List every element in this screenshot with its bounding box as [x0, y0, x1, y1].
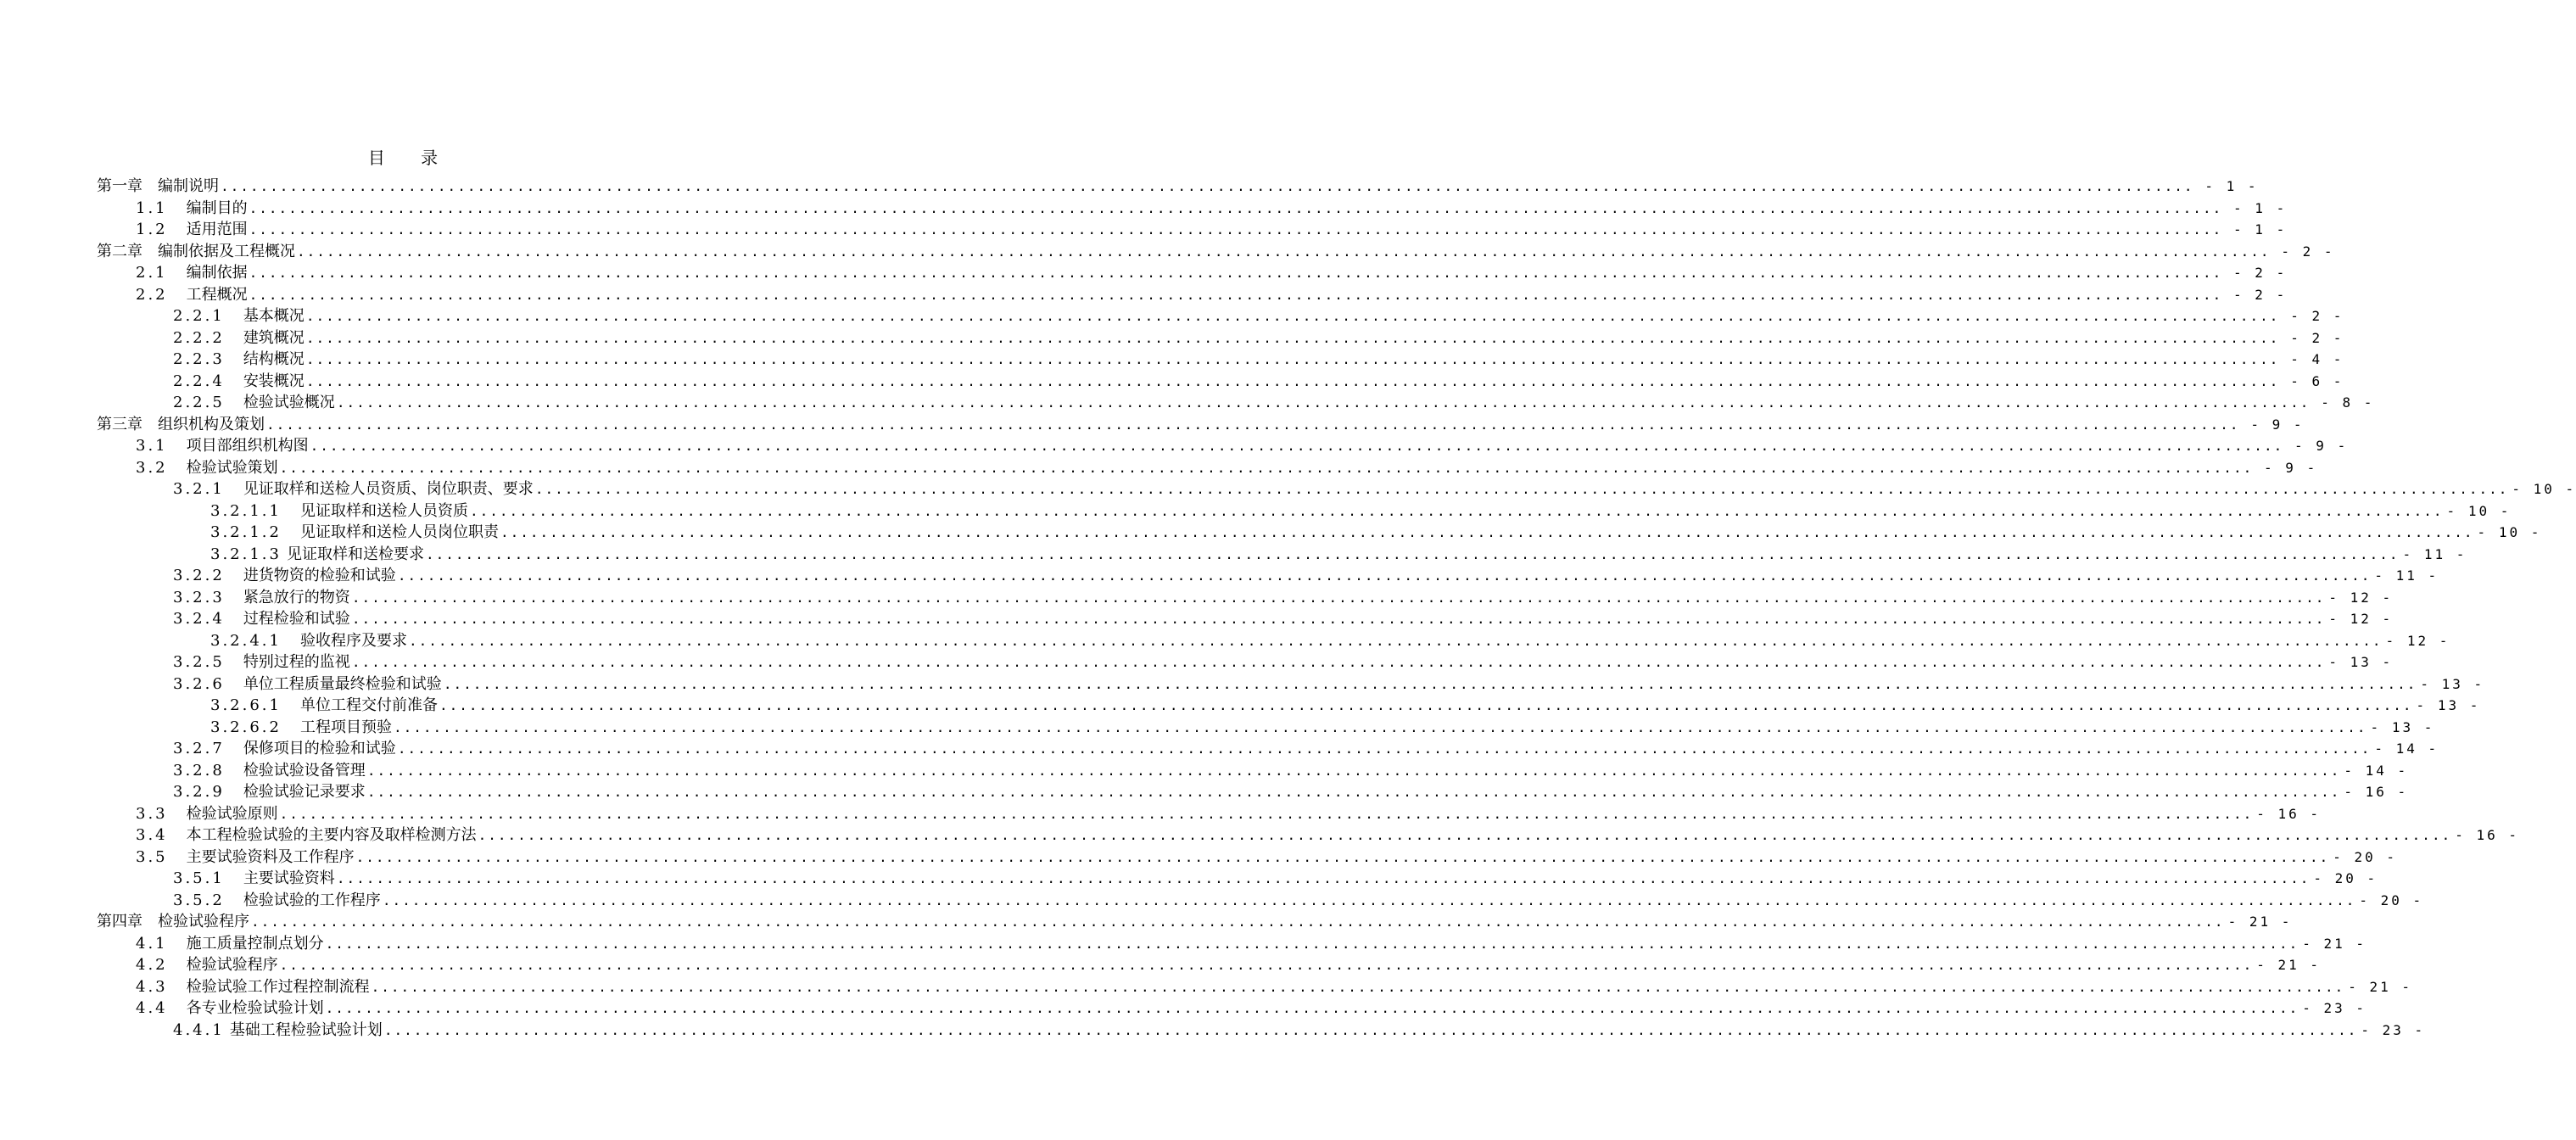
toc-entry[interactable]: [0, 371, 2344, 393]
toc-entry[interactable]: [0, 976, 2412, 998]
toc-entry-page: - 21 -: [2256, 957, 2321, 973]
toc-entry-page: - 13 -: [2416, 697, 2481, 713]
toc-entry-label: 验收程序及要求: [299, 631, 407, 650]
toc-entry-label: 编制依据: [186, 264, 248, 282]
toc-entry-leader: ........................................................................................................................................................................................................: [371, 978, 2345, 995]
toc-entry[interactable]: [0, 176, 2259, 198]
toc-entry-number: 1.2: [136, 221, 168, 238]
toc-entry[interactable]: [0, 760, 2409, 782]
toc-entry-page: - 13 -: [2420, 675, 2485, 692]
toc-entry-number: 第一章: [97, 177, 142, 195]
toc-entry-leader: ........................................................................................................................................................................................................: [351, 589, 2326, 606]
toc-entry-label: 结构概况: [243, 350, 305, 368]
toc-entry[interactable]: [0, 262, 2288, 284]
toc-entry-page: - 2 -: [2233, 265, 2288, 281]
toc-entry-page: - 21 -: [2227, 914, 2293, 930]
toc-entry-number: 3.2: [136, 458, 168, 477]
toc-entry[interactable]: [0, 478, 2576, 500]
toc-entry-number: 4.4: [136, 999, 168, 1017]
toc-entry-page: - 8 -: [2321, 394, 2375, 411]
toc-entry-label: 各专业检验试验计划: [186, 999, 324, 1017]
toc-entry-number: 3.2.3: [173, 588, 225, 606]
toc-entry-label: 进货物资的检验和试验: [243, 567, 396, 584]
toc-entry-page: - 9 -: [2264, 459, 2318, 476]
toc-entry-number: 3.2.1.3: [210, 545, 282, 563]
toc-entry-number: 3.2.1: [173, 480, 225, 498]
toc-entry-label: 过程检验和试验: [243, 610, 350, 628]
toc-entry[interactable]: [0, 198, 2288, 220]
toc-entry-leader: ........................................................................................................................................................................................................: [439, 697, 2413, 713]
toc-entry-number: 2.2.4: [173, 372, 225, 390]
toc-entry-leader: ........................................................................................................................................................................................................: [251, 914, 2225, 930]
toc-entry-page: - 2 -: [2290, 329, 2344, 346]
toc-entry-leader: ........................................................................................................................................................................................................: [325, 935, 2299, 952]
toc-entry-page: - 6 -: [2290, 372, 2344, 389]
toc-entry[interactable]: [0, 911, 2293, 933]
toc-entry-number: 3.2.7: [173, 740, 225, 757]
toc-entry-page: - 10 -: [2446, 502, 2512, 519]
toc-entry-leader: ........................................................................................................................................................................................................: [336, 394, 2311, 411]
toc-entry[interactable]: [0, 1020, 2426, 1042]
toc-entry-number: 2.2.5: [173, 394, 225, 411]
toc-entry-label: 检验试验程序: [186, 956, 278, 974]
toc-entry-leader: ........................................................................................................................................................................................................: [351, 654, 2326, 670]
toc-entry-leader: ........................................................................................................................................................................................................: [249, 265, 2223, 281]
toc-entry-page: - 21 -: [2302, 935, 2366, 952]
toc-entry[interactable]: [0, 587, 2394, 609]
toc-entry-label: 基本概况: [243, 307, 305, 325]
toc-entry-leader: ........................................................................................................................................................................................................: [383, 1021, 2358, 1038]
toc-entry-label: 主要试验资料: [243, 869, 335, 887]
toc-entry-page: - 20 -: [2313, 870, 2378, 886]
toc-entry-label: 基础工程检验试验计划: [229, 1020, 383, 1039]
toc-entry-number: 2.1: [136, 264, 168, 282]
toc-entry[interactable]: [0, 954, 2321, 976]
toc-entry-label: 检验试验概况: [243, 394, 335, 411]
toc-entry-number: 3.4: [136, 826, 168, 844]
toc-entry-page: - 9 -: [2250, 416, 2305, 433]
toc-entry-leader: ........................................................................................................................................................................................................: [279, 805, 2254, 822]
toc-entry-leader: ........................................................................................................................................................................................................: [397, 740, 2372, 757]
toc-entry-leader: ........................................................................................................................................................................................................: [249, 199, 2223, 216]
toc-entry-page: - 1 -: [2204, 178, 2259, 194]
toc-entry-label: 组织机构及策划: [158, 415, 265, 433]
toc-entry[interactable]: [0, 392, 2375, 414]
toc-entry-page: - 10 -: [2477, 524, 2542, 540]
toc-entry[interactable]: [0, 608, 2394, 630]
toc-entry-number: 3.2.4: [173, 610, 225, 628]
toc-entry-label: 施工质量控制点划分: [186, 934, 324, 953]
toc-entry-page: - 12 -: [2328, 611, 2394, 627]
toc-entry[interactable]: [0, 890, 2424, 912]
toc-entry[interactable]: [0, 327, 2344, 349]
toc-entry[interactable]: [0, 695, 2481, 717]
toc-entry[interactable]: [0, 803, 2321, 825]
toc-entry-label: 编制目的: [186, 198, 248, 217]
toc-entry-page: - 2 -: [2281, 243, 2335, 260]
toc-entry-page: - 20 -: [2333, 848, 2397, 865]
toc-entry-label: 主要试验资料及工作程序: [186, 847, 355, 866]
toc-entry-number: 3.2.6: [173, 674, 225, 693]
toc-entry-page: - 11 -: [2374, 567, 2439, 584]
toc-entry-number: 3.2.6.1: [210, 696, 282, 714]
toc-entry-page: - 2 -: [2233, 286, 2288, 303]
toc-entry-label: 见证取样和送检人员资质、岗位职责、要求: [243, 480, 534, 498]
toc-entry[interactable]: [0, 738, 2439, 760]
toc-entry-page: - 14 -: [2344, 762, 2409, 779]
toc-entry-leader: ........................................................................................................................................................................................................: [249, 221, 2223, 238]
toc-entry-page: - 4 -: [2290, 351, 2344, 367]
toc-entry[interactable]: [0, 241, 2335, 263]
toc-entry-label: 检验试验工作过程控制流程: [186, 977, 370, 996]
toc-entry-page: - 12 -: [2385, 632, 2450, 649]
toc-entry-leader: ........................................................................................................................................................................................................: [478, 827, 2452, 843]
toc-entry-label: 工程概况: [186, 285, 248, 304]
toc-entry[interactable]: [0, 565, 2439, 587]
toc-entry-number: 3.5.1: [173, 869, 225, 887]
toc-entry-label: 检验试验记录要求: [243, 783, 366, 801]
toc-entry-page: - 16 -: [2455, 827, 2519, 843]
toc-entry[interactable]: [0, 868, 2378, 890]
toc-entry[interactable]: [0, 847, 2397, 869]
toc-entry-label: 单位工程交付前准备: [299, 696, 438, 714]
toc-entry-number: 1.1: [136, 198, 168, 217]
toc-entry-leader: ........................................................................................................................................................................................................: [279, 459, 2254, 476]
toc-entry-page: - 23 -: [2302, 1000, 2366, 1016]
toc-entry[interactable]: [0, 998, 2366, 1020]
toc-entry-leader: ........................................................................................................................................................................................................: [279, 957, 2254, 973]
toc-entry-leader: ........................................................................................................................................................................................................: [408, 632, 2383, 649]
toc-entry-number: 3.5: [136, 847, 168, 866]
toc-entry-label: 见证取样和送检人员资质: [299, 501, 468, 520]
toc-entry[interactable]: [0, 673, 2485, 696]
toc-entry-number: 4.1: [136, 934, 168, 953]
toc-entry-page: - 14 -: [2374, 740, 2439, 757]
toc-entry-number: 3.2.6.2: [210, 718, 282, 736]
toc-entry-label: 编制依据及工程概况: [158, 242, 295, 260]
toc-entry-number: 4.3: [136, 977, 168, 996]
toc-entry-label: 单位工程质量最终检验和试验: [243, 674, 442, 693]
toc-entry[interactable]: [0, 824, 2519, 847]
toc-entry-number: 3.5.2: [173, 891, 225, 909]
toc-entry-page: - 1 -: [2233, 221, 2288, 238]
toc-entry-label: 检验试验原则: [186, 804, 278, 823]
toc-entry-leader: ........................................................................................................................................................................................................: [305, 329, 2280, 346]
toc-entry-leader: ........................................................................................................................................................................................................: [366, 762, 2341, 779]
toc-entry-number: 2.2.1: [173, 307, 225, 325]
toc-entry-leader: ........................................................................................................................................................................................................: [305, 351, 2280, 367]
toc-entry[interactable]: [0, 305, 2344, 327]
toc-entry-page: - 9 -: [2294, 438, 2349, 454]
toc-entry-leader: ........................................................................................................................................................................................................: [310, 438, 2284, 454]
toc-entry-page: - 1 -: [2233, 199, 2288, 216]
toc-entry-leader: ........................................................................................................................................................................................................: [249, 286, 2223, 303]
toc-entry-label: 见证取样和送检人员岗位职责: [299, 523, 499, 541]
toc-entry-page: - 13 -: [2370, 718, 2435, 735]
toc-entry[interactable]: [0, 717, 2435, 739]
toc-entry-leader: ........................................................................................................................................................................................................: [336, 870, 2311, 886]
toc-entry-number: 2.2.3: [173, 350, 225, 368]
toc-entry-number: 3.3: [136, 804, 168, 823]
toc-entry-leader: ........................................................................................................................................................................................................: [534, 481, 2509, 497]
toc-entry-leader: ........................................................................................................................................................................................................: [397, 567, 2372, 584]
toc-entry-leader: ........................................................................................................................................................................................................: [393, 718, 2367, 735]
toc-entry-number: 4.4.1: [173, 1020, 225, 1039]
toc-entry[interactable]: [0, 457, 2318, 479]
toc-entry-label: 紧急放行的物资: [243, 588, 350, 606]
toc-entry-page: - 13 -: [2328, 654, 2394, 670]
toc-entry-page: - 10 -: [2512, 481, 2576, 497]
toc-entry-label: 编制说明: [158, 177, 219, 195]
toc-entry-label: 本工程检验试验的主要内容及取样检测方法: [186, 826, 477, 844]
toc-entry-number: 3.2.1.1: [210, 501, 282, 520]
toc-entry-label: 适用范围: [186, 221, 248, 238]
toc-entry-leader: ........................................................................................................................................................................................................: [355, 848, 2330, 865]
toc-entry-leader: ........................................................................................................................................................................................................: [221, 178, 2194, 194]
toc-entry-page: - 16 -: [2344, 784, 2409, 800]
toc-entry[interactable]: [0, 933, 2366, 955]
toc-entry-label: 检验试验设备管理: [243, 761, 366, 780]
toc-entry-leader: ........................................................................................................................................................................................................: [351, 611, 2326, 627]
toc-entry-leader: ........................................................................................................................................................................................................: [425, 545, 2400, 562]
toc-entry[interactable]: [0, 349, 2344, 371]
toc-entry[interactable]: [0, 435, 2349, 457]
toc-entry-page: - 23 -: [2361, 1021, 2426, 1038]
toc-entry-label: 建筑概况: [243, 328, 305, 347]
toc-entry[interactable]: [0, 630, 2450, 652]
toc-entry-leader: ........................................................................................................................................................................................................: [266, 416, 2240, 433]
toc-entry-label: 保修项目的检验和试验: [243, 740, 396, 757]
toc-entry-label: 检验试验策划: [186, 458, 278, 477]
toc-entry-number: 3.1: [136, 437, 168, 455]
toc-entry-label: 见证取样和送检要求: [286, 545, 424, 563]
toc-entry-number: 3.2.8: [173, 761, 225, 780]
toc-entry[interactable]: [0, 284, 2288, 306]
toc-entry-page: - 12 -: [2328, 589, 2394, 606]
toc-entry[interactable]: [0, 522, 2542, 544]
toc-entry-leader: ........................................................................................................................................................................................................: [297, 243, 2271, 260]
toc-entry-page: - 2 -: [2290, 308, 2344, 324]
toc-entry-number: 第三章: [97, 415, 142, 433]
toc-entry-label: 工程项目预验: [299, 718, 392, 736]
toc-entry-leader: ........................................................................................................................................................................................................: [443, 675, 2417, 692]
toc-entry-number: 2.2.2: [173, 328, 225, 347]
toc-entry-number: 3.2.9: [173, 783, 225, 801]
toc-entry[interactable]: [0, 781, 2409, 803]
toc-entry-leader: ........................................................................................................................................................................................................: [366, 784, 2341, 800]
toc-entry-leader: ........................................................................................................................................................................................................: [305, 372, 2280, 389]
toc-entry-page: - 21 -: [2348, 978, 2412, 995]
toc-entry-label: 项目部组织机构图: [186, 437, 309, 455]
toc-entry-leader: ........................................................................................................................................................................................................: [325, 1000, 2299, 1016]
toc-entry-number: 3.2.1.2: [210, 523, 282, 541]
toc-entry-number: 2.2: [136, 285, 168, 304]
toc-entry-leader: ........................................................................................................................................................................................................: [382, 891, 2356, 908]
toc-entry-leader: ........................................................................................................................................................................................................: [500, 524, 2474, 540]
toc-entry-leader: ........................................................................................................................................................................................................: [469, 502, 2444, 519]
table-of-contents: [0, 176, 2576, 1041]
toc-title: 目 录: [367, 148, 454, 168]
toc-entry-number: 4.2: [136, 956, 168, 974]
toc-entry-label: 安装概况: [243, 372, 305, 390]
toc-entry-page: - 11 -: [2402, 545, 2467, 562]
toc-entry[interactable]: [0, 651, 2394, 673]
toc-entry-number: 第二章: [97, 242, 142, 260]
toc-entry-number: 第四章: [97, 913, 142, 930]
toc-entry-leader: ........................................................................................................................................................................................................: [305, 308, 2280, 324]
toc-entry-label: 检验试验程序: [158, 913, 249, 930]
toc-entry[interactable]: [0, 544, 2467, 566]
toc-entry-label: 检验试验的工作程序: [243, 891, 381, 909]
toc-entry[interactable]: [0, 500, 2512, 522]
toc-entry[interactable]: [0, 414, 2305, 436]
toc-entry-label: 特别过程的监视: [243, 653, 350, 671]
toc-entry-number: 3.2.5: [173, 653, 225, 671]
toc-entry-number: 3.2.2: [173, 567, 225, 584]
toc-entry-page: - 20 -: [2359, 891, 2424, 908]
toc-entry-page: - 16 -: [2256, 805, 2321, 822]
toc-entry-number: 3.2.4.1: [210, 631, 282, 650]
toc-entry[interactable]: [0, 219, 2288, 241]
